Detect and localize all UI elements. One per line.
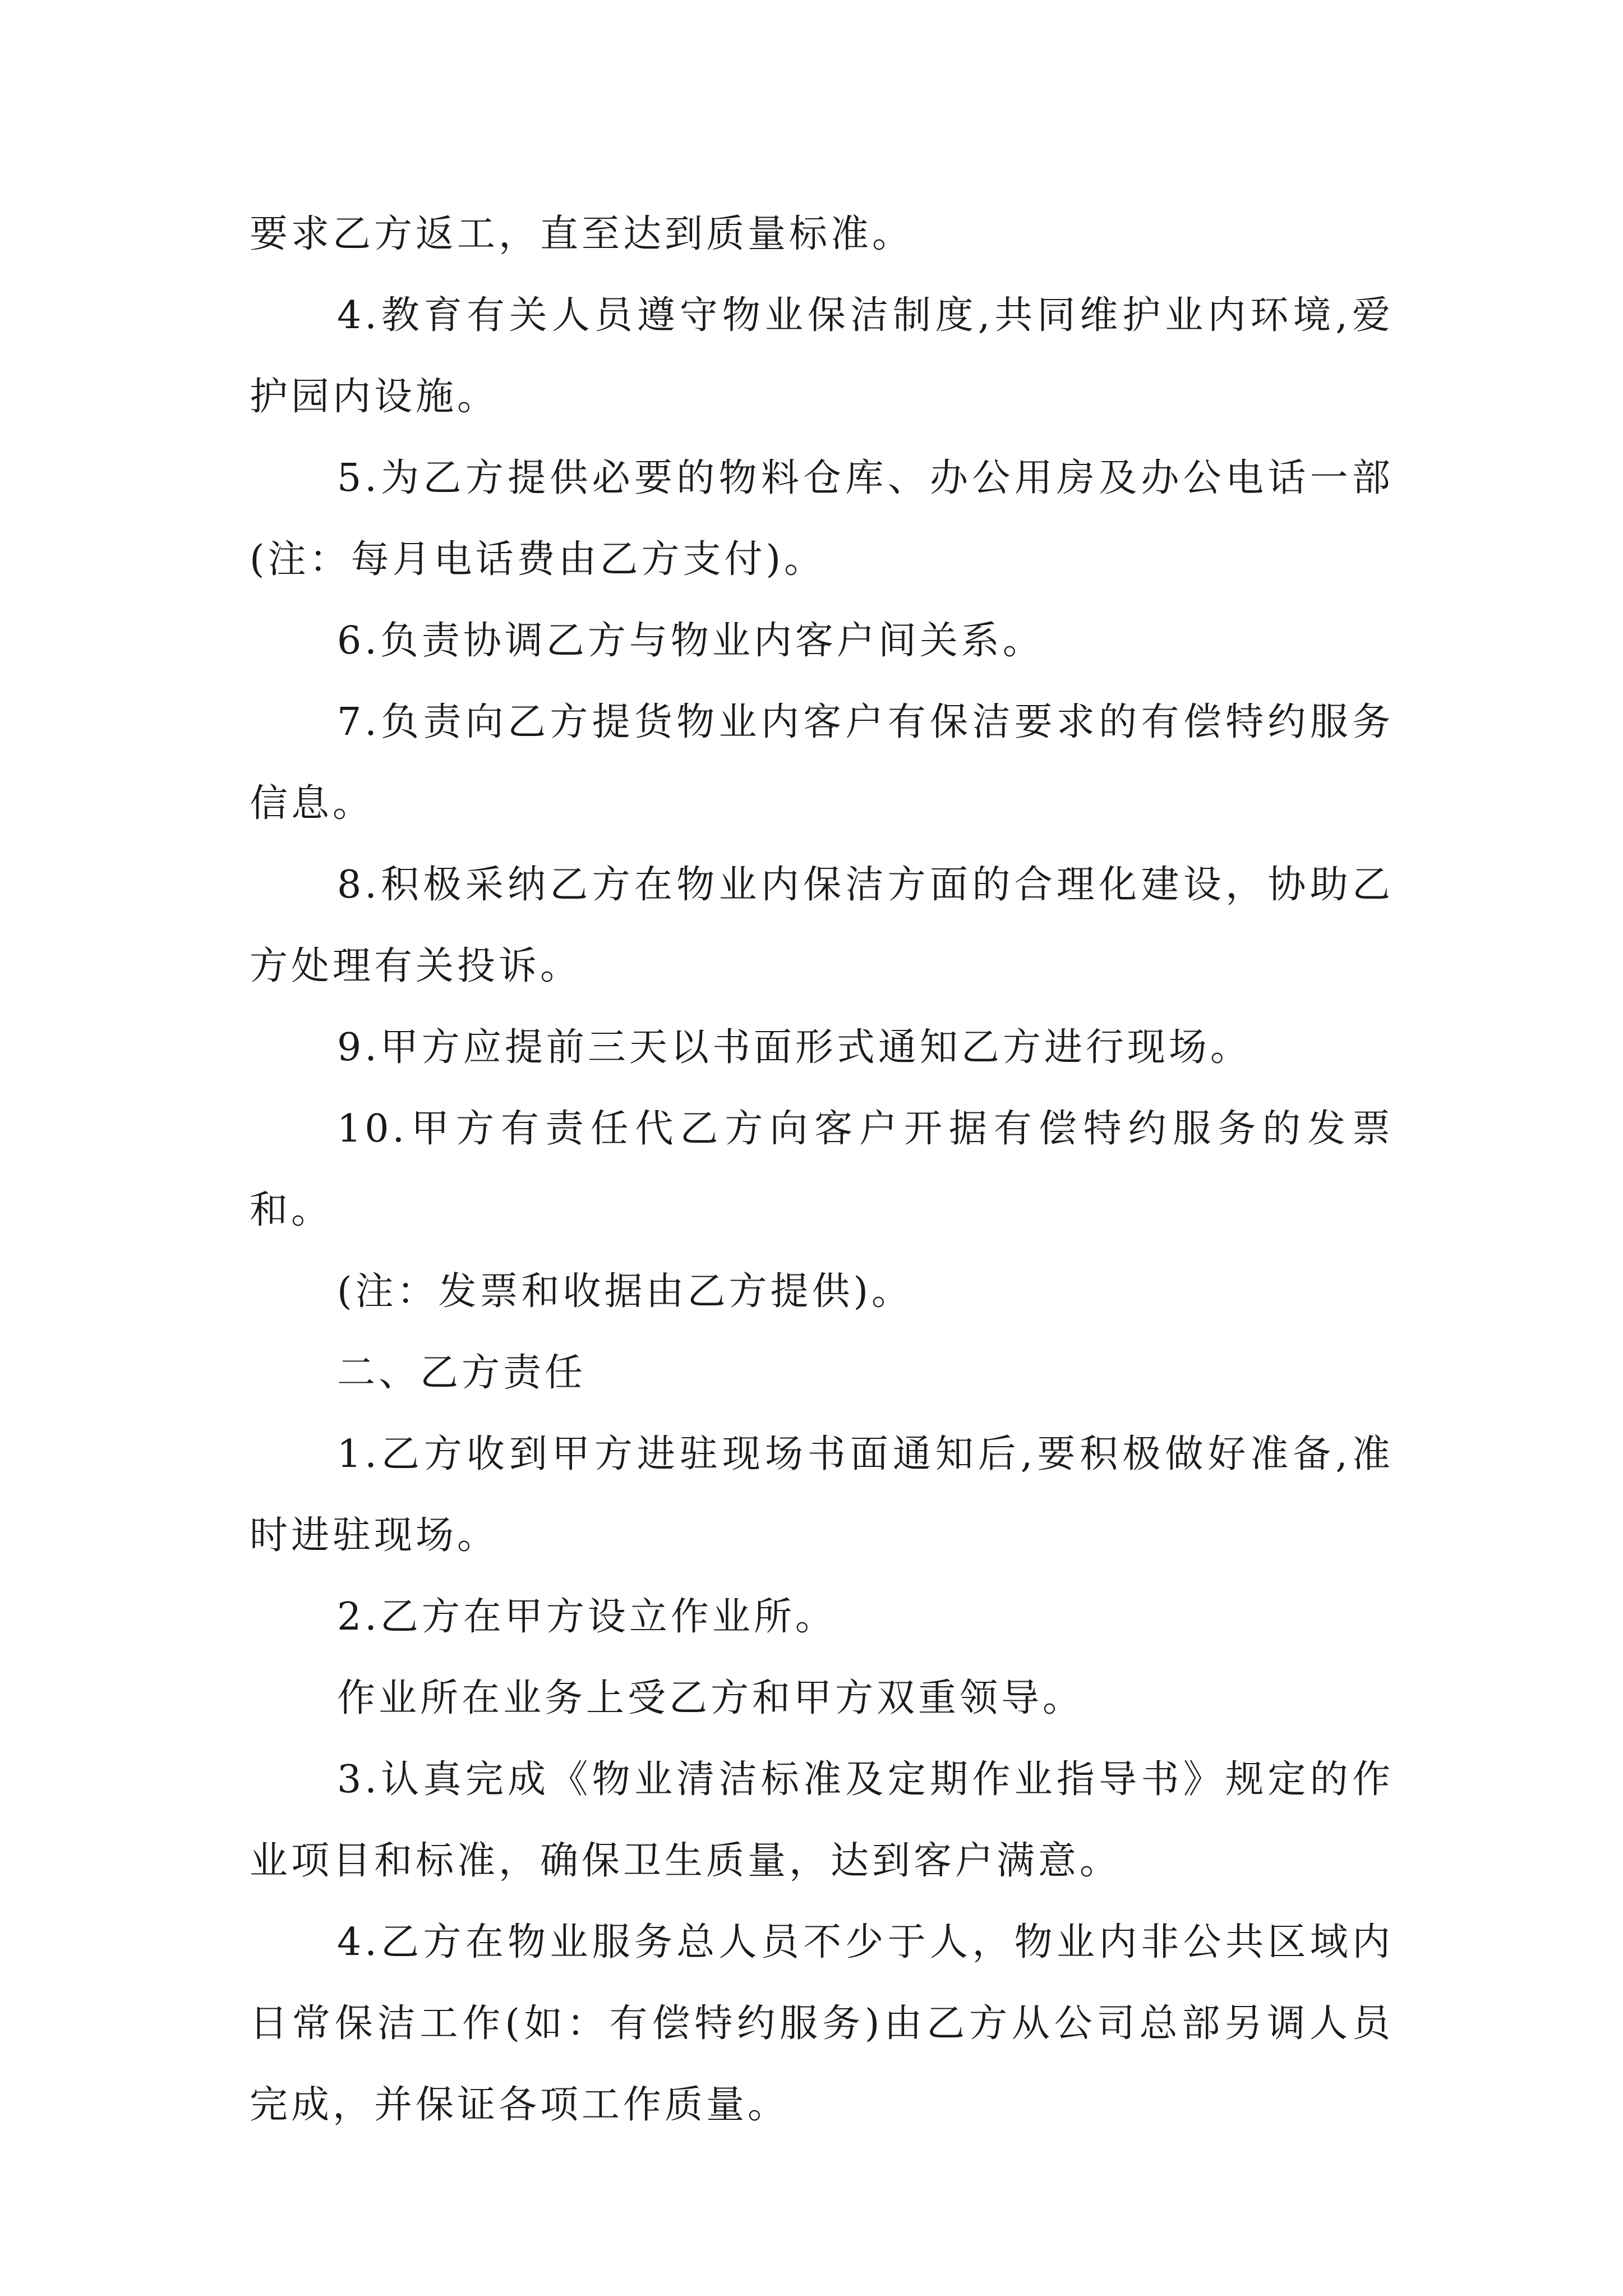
document-body bbox=[250, 194, 1394, 2146]
section-heading-party-b: 二、乙方责任 bbox=[337, 1351, 587, 1395]
clause-party-a-9: 9.甲方应提前三天以书面形式通知乙方进行现场。 bbox=[337, 1025, 1252, 1070]
clause-party-a-7: 7.负责向乙方提货物业内客户有保洁要求的有偿特约服务信息。 bbox=[250, 700, 1394, 826]
clause-party-a-6: 6.负责协调乙方与物业内客户间关系。 bbox=[337, 619, 1044, 663]
clause-party-b-4: 4.乙方在物业服务总人员不少于人，物业内非公共区域内日常保洁工作(如：有偿特约服务)由乙方从公司总部另调人员完成，并保证各项工作质量。 bbox=[250, 1920, 1394, 2127]
clause-party-b-2: 2.乙方在甲方设立作业所。 bbox=[337, 1595, 837, 1639]
clause-party-a-5: 5.为乙方提供必要的物料仓库、办公用房及办公电话一部(注：每月电话费由乙方支付)。 bbox=[250, 456, 1394, 582]
paragraph-continuation: 要求乙方返工，直至达到质量标准。 bbox=[250, 212, 914, 256]
clause-party-b-3: 3.认真完成《物业清洁标准及定期作业指导书》规定的作业项目和标准，确保卫生质量，达到客户满意。 bbox=[250, 1757, 1394, 1883]
clause-party-a-4: 4.教育有关人员遵守物业保洁制度,共同维护业内环境,爱护园内设施。 bbox=[250, 293, 1394, 419]
clause-note: (注：发票和收据由乙方提供)。 bbox=[337, 1269, 914, 1314]
clause-party-b-2-detail: 作业所在业务上受乙方和甲方双重领导。 bbox=[337, 1676, 1085, 1720]
clause-party-b-1: 1.乙方收到甲方进驻现场书面通知后,要积极做好准备,准时进驻现场。 bbox=[250, 1432, 1394, 1558]
clause-party-a-10: 10.甲方有责任代乙方向客户开据有偿特约服务的发票和。 bbox=[250, 1107, 1394, 1232]
clause-party-a-8: 8.积极采纳乙方在物业内保洁方面的合理化建设，协助乙方处理有关投诉。 bbox=[250, 863, 1394, 988]
